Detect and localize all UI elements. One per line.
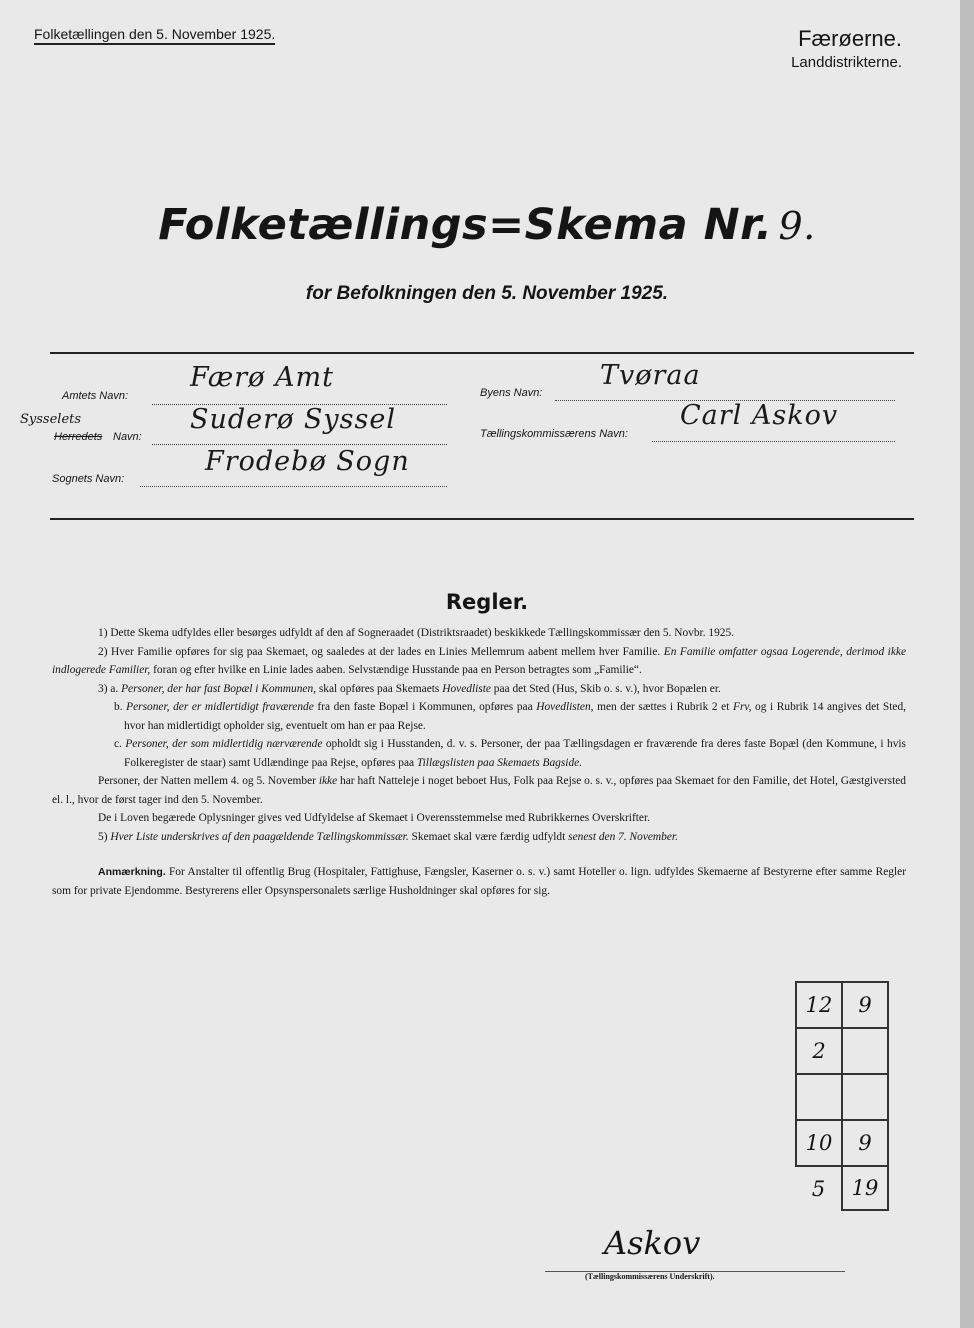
- herred-line: [152, 444, 447, 445]
- rule-3b-prefix: b.: [114, 701, 127, 713]
- kommissaer-line: [652, 441, 895, 442]
- tally-row: [796, 1120, 888, 1166]
- herred-struck-label: Herredets: [54, 431, 103, 443]
- rule-3c-text: opholdt sig i Husstanden, d. v. s. Personer, der paa Tællingsdagen er fraværende fra deres faste Bopæl (den Kommune, i hvis Folkeregister de staar) samt Udlændinge paa Rejse, opføres paa: [124, 738, 906, 769]
- annotation-text: For Anstalter til offentlig Brug (Hospitaler, Fattighuse, Fængsler, Kaserner o. s. v.) samt Hoteller o. lign. udfyldes Skemaerne af Bestyrerne efter samme Regler som for private Ejendomme. Bestyrerens eller Opsynspersonalets særlige Husholdninger skal opføres for sig.: [52, 866, 906, 897]
- rule-3b-italic-2: Hovedlisten,: [536, 701, 594, 713]
- tally-cell: 5: [811, 1176, 826, 1201]
- tally-cell: [842, 1074, 888, 1120]
- rule-3b-italic: Personer, der er midlertidigt fraværende: [126, 701, 314, 713]
- tally-cell: [842, 1028, 888, 1074]
- herred-label: Navn:: [113, 431, 142, 443]
- tally-cell: 2: [796, 1028, 842, 1074]
- form-title-text: Folketællings=Skema Nr.: [158, 200, 773, 250]
- annotation-label: Anmærkning.: [98, 866, 166, 878]
- sogn-value: Frodebø Sogn: [205, 446, 410, 477]
- tally-table: [795, 981, 889, 1211]
- rule-1: 1) Dette Skema udfyldes eller besørges udfyldt af den af Sogneraadet (Distriktsraadet) beskikkede Tællingskommissær den 5. Novbr. 1925.: [98, 627, 735, 639]
- tally-cell: 19: [842, 1166, 888, 1210]
- rule-3a: [52, 680, 906, 699]
- district-type: Landdistrikterne.: [791, 54, 902, 71]
- tally-cell: 12: [796, 982, 842, 1028]
- annotation: [52, 863, 906, 900]
- rule-3a-italic: Personer, der har fast Bopæl i Kommunen,: [121, 682, 316, 695]
- form-subtitle: for Befolkningen den 5. November 1925.: [305, 283, 669, 304]
- rule-6-prefix: 5): [98, 830, 111, 843]
- rule-3a-italic-2: Hovedliste: [442, 682, 491, 695]
- signature-caption: (Tællingskommissærens Underskrift).: [585, 1272, 715, 1281]
- amt-value: Færø Amt: [190, 362, 334, 393]
- by-label: Byens Navn:: [480, 387, 543, 399]
- rule-4: [52, 772, 906, 809]
- region-header: [791, 26, 902, 71]
- rule-2: [52, 643, 906, 680]
- rule-3a-prefix: 3) a.: [98, 682, 122, 695]
- rule-4-italic: ikke: [318, 775, 338, 787]
- tally-cell: [796, 1074, 842, 1120]
- form-number: 9.: [778, 204, 816, 248]
- rule-3a-text-end: paa det Sted (Hus, Skib o. s. v.), hvor Bopælen er.: [490, 682, 721, 695]
- syssel-handwritten: Sysselets: [20, 412, 82, 427]
- tally-cell: 10: [796, 1120, 842, 1166]
- rule-5: De i Loven begærede Oplysninger gives ved Udfyldelse af Skemaet i Overensstemmelse med Rubrikkernes Overskrifter.: [98, 812, 650, 824]
- rule-3a-text: skal opføres paa Skemaets: [316, 682, 443, 695]
- rule-4-text: Personer, der Natten mellem 4. og 5. November: [98, 775, 319, 787]
- rule-3b-text-end: og i Rubrik 14 angives det Sted, hvor han midlertidigt opholder sig, eventuelt om han er paa Rejse.: [124, 701, 906, 732]
- tally-row: [796, 1028, 888, 1074]
- top-divider: [50, 352, 914, 354]
- rule-3b-text-2: men der sættes i Rubrik 2 et: [593, 701, 733, 713]
- commissioner-signature: Askov: [604, 1224, 701, 1262]
- census-date-header: Folketællingen den 5. November 1925.: [34, 26, 275, 45]
- rule-4-text-end: har haft Natteleje i noget beboet Hus, Folk paa Rejse o. s. v., opføres paa Skemaet for den Familie, det Hotel, Gæstgiversted el. l., hvor de først tager ind den 5. November.: [52, 775, 906, 806]
- sogn-line: [140, 486, 447, 487]
- tally-row: [796, 1166, 888, 1210]
- bottom-divider: [50, 518, 914, 520]
- tally-cell: 9: [842, 1120, 888, 1166]
- kommissaer-label: Tællingskommissærens Navn:: [480, 428, 628, 440]
- rule-6-text: Skemaet skal være færdig udfyldt: [408, 830, 569, 843]
- rules-text: [52, 624, 906, 900]
- kommissaer-value: Carl Askov: [680, 400, 839, 431]
- tally-cell: 9: [842, 982, 888, 1028]
- rule-6-italic-2: senest den 7. November.: [568, 830, 678, 843]
- by-value: Tvøraa: [600, 360, 701, 391]
- form-title: [0, 200, 974, 250]
- rule-2-italic: En Familie omfatter ogsaa Logerende, derimod ikke indlogerede Familier,: [52, 645, 907, 676]
- rule-2-text-end: foran og efter hvilke en Linie lades aaben. Selvstændige Husstande paa en Person betragtes som „Familie“.: [150, 664, 642, 676]
- rule-3b-italic-3: Frv,: [732, 701, 752, 713]
- rule-2-text: 2) Hver Familie opføres for sig paa Skemaet, og saaledes at der lades en Linies Mellemrum aabent mellem hver Familie.: [98, 645, 664, 658]
- rule-3b-text: fra den faste Bopæl i Kommunen, opføres paa: [313, 701, 537, 713]
- rule-3c-italic: Personer, der som midlertidig nærværende: [125, 738, 323, 750]
- rule-3c-italic-2: Tillægslisten paa Skemaets Bagside.: [416, 756, 583, 769]
- tally-row: [796, 982, 888, 1028]
- rule-3c: [52, 735, 906, 772]
- region-name: Færøerne.: [798, 26, 902, 51]
- tally-row: [796, 1074, 888, 1120]
- rule-6-italic: Hver Liste underskrives af den paagældende Tællingskommissær.: [110, 830, 409, 843]
- amt-label: Amtets Navn:: [62, 390, 129, 402]
- rule-3c-prefix: c.: [114, 738, 126, 750]
- rules-heading: Regler.: [445, 590, 529, 614]
- sogn-label: Sognets Navn:: [52, 473, 125, 485]
- rule-3b: [52, 698, 906, 735]
- herred-value: Suderø Syssel: [190, 404, 396, 435]
- rule-6: [52, 828, 906, 847]
